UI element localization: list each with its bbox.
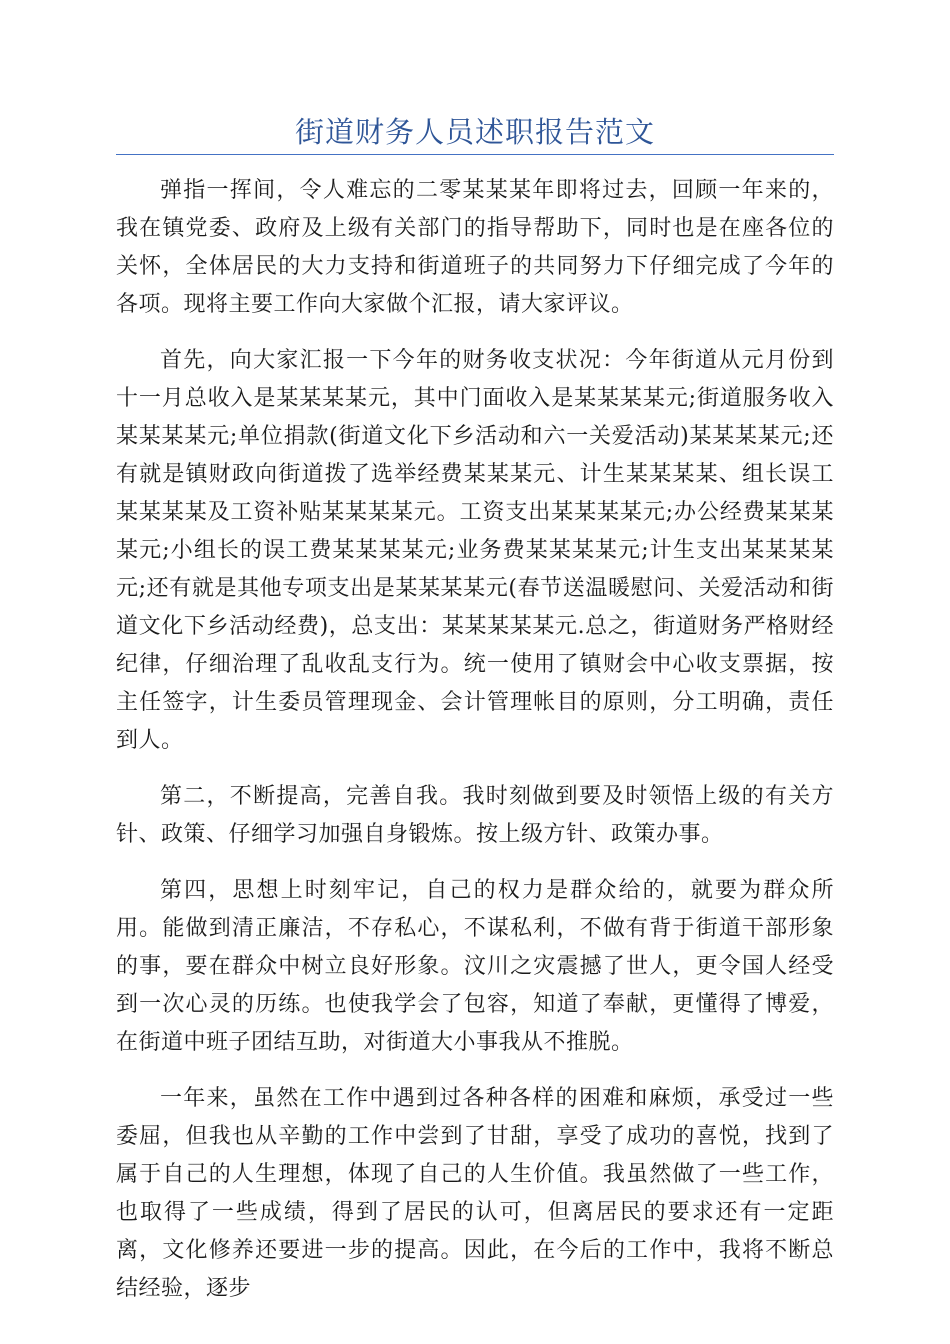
paragraph-fourth: 第四，思想上时刻牢记，自己的权力是群众给的，就要为群众所用。能做到清正廉洁，不存私心，不谋私利，不做有背于街道干部形象的事，要在群众中树立良好形象。汶川之灾震撼了世人，更令国人经受到一次心灵的历练。也使我学会了包容，知道了奉献，更懂得了博爱，在街道中班子团结互助，对街道大小事我从不推脱。 <box>116 878 834 1055</box>
paragraph-intro: 弹指一挥间，令人难忘的二零某某某年即将过去，回顾一年来的，我在镇党委、政府及上级有关部门的指导帮助下，同时也是在座各位的关怀，全体居民的大力支持和街道班子的共同努力下仔细完成了今年的各项。现将主要工作向大家做个汇报，请大家评议。 <box>116 178 834 317</box>
document-title: 街道财务人员述职报告范文 <box>294 115 655 149</box>
paragraph-second: 第二，不断提高，完善自我。我时刻做到要及时领悟上级的有关方针、政策、仔细学习加强自身锻炼。按上级方针、政策办事。 <box>116 784 834 847</box>
document-body <box>116 172 834 1326</box>
paragraph-summary: 一年来，虽然在工作中遇到过各种各样的困难和麻烦，承受过一些委屈，但我也从辛勤的工作中尝到了甘甜，享受了成功的喜悦，找到了属于自己的人生理想，体现了自己的人生价值。我虽然做了一些工作，也取得了一些成绩，得到了居民的认可，但离居民的要求还有一定距离，文化修养还要进一步的提高。因此，在今后的工作中，我将不断总结经验，逐步 <box>116 1086 834 1301</box>
title-underline <box>116 154 834 155</box>
paragraph-finance: 首先，向大家汇报一下今年的财务收支状况：今年街道从元月份到十一月总收入是某某某某元，其中门面收入是某某某某元;街道服务收入某某某某元;单位捐款(街道文化下乡活动和六一关爱活动)某某某某元;还有就是镇财政向街道拨了选举经费某某某元、计生某某某某、组长误工某某某某及工资补贴某某某某元。工资支出某某某某元;办公经费某某某某元;小组长的误工费某某某某元;业务费某某某某元;计生支出某某某某元;还有就是其他专项支出是某某某某元(春节送温暖慰问、关爱活动和街道文化下乡活动经费)，总支出：某某某某某元.总之，街道财务严格财经纪律，仔细治理了乱收乱支行为。统一使用了镇财会中心收支票据，按主任签字，计生委员管理现金、会计管理帐目的原则，分工明确，责任到人。 <box>116 348 834 753</box>
